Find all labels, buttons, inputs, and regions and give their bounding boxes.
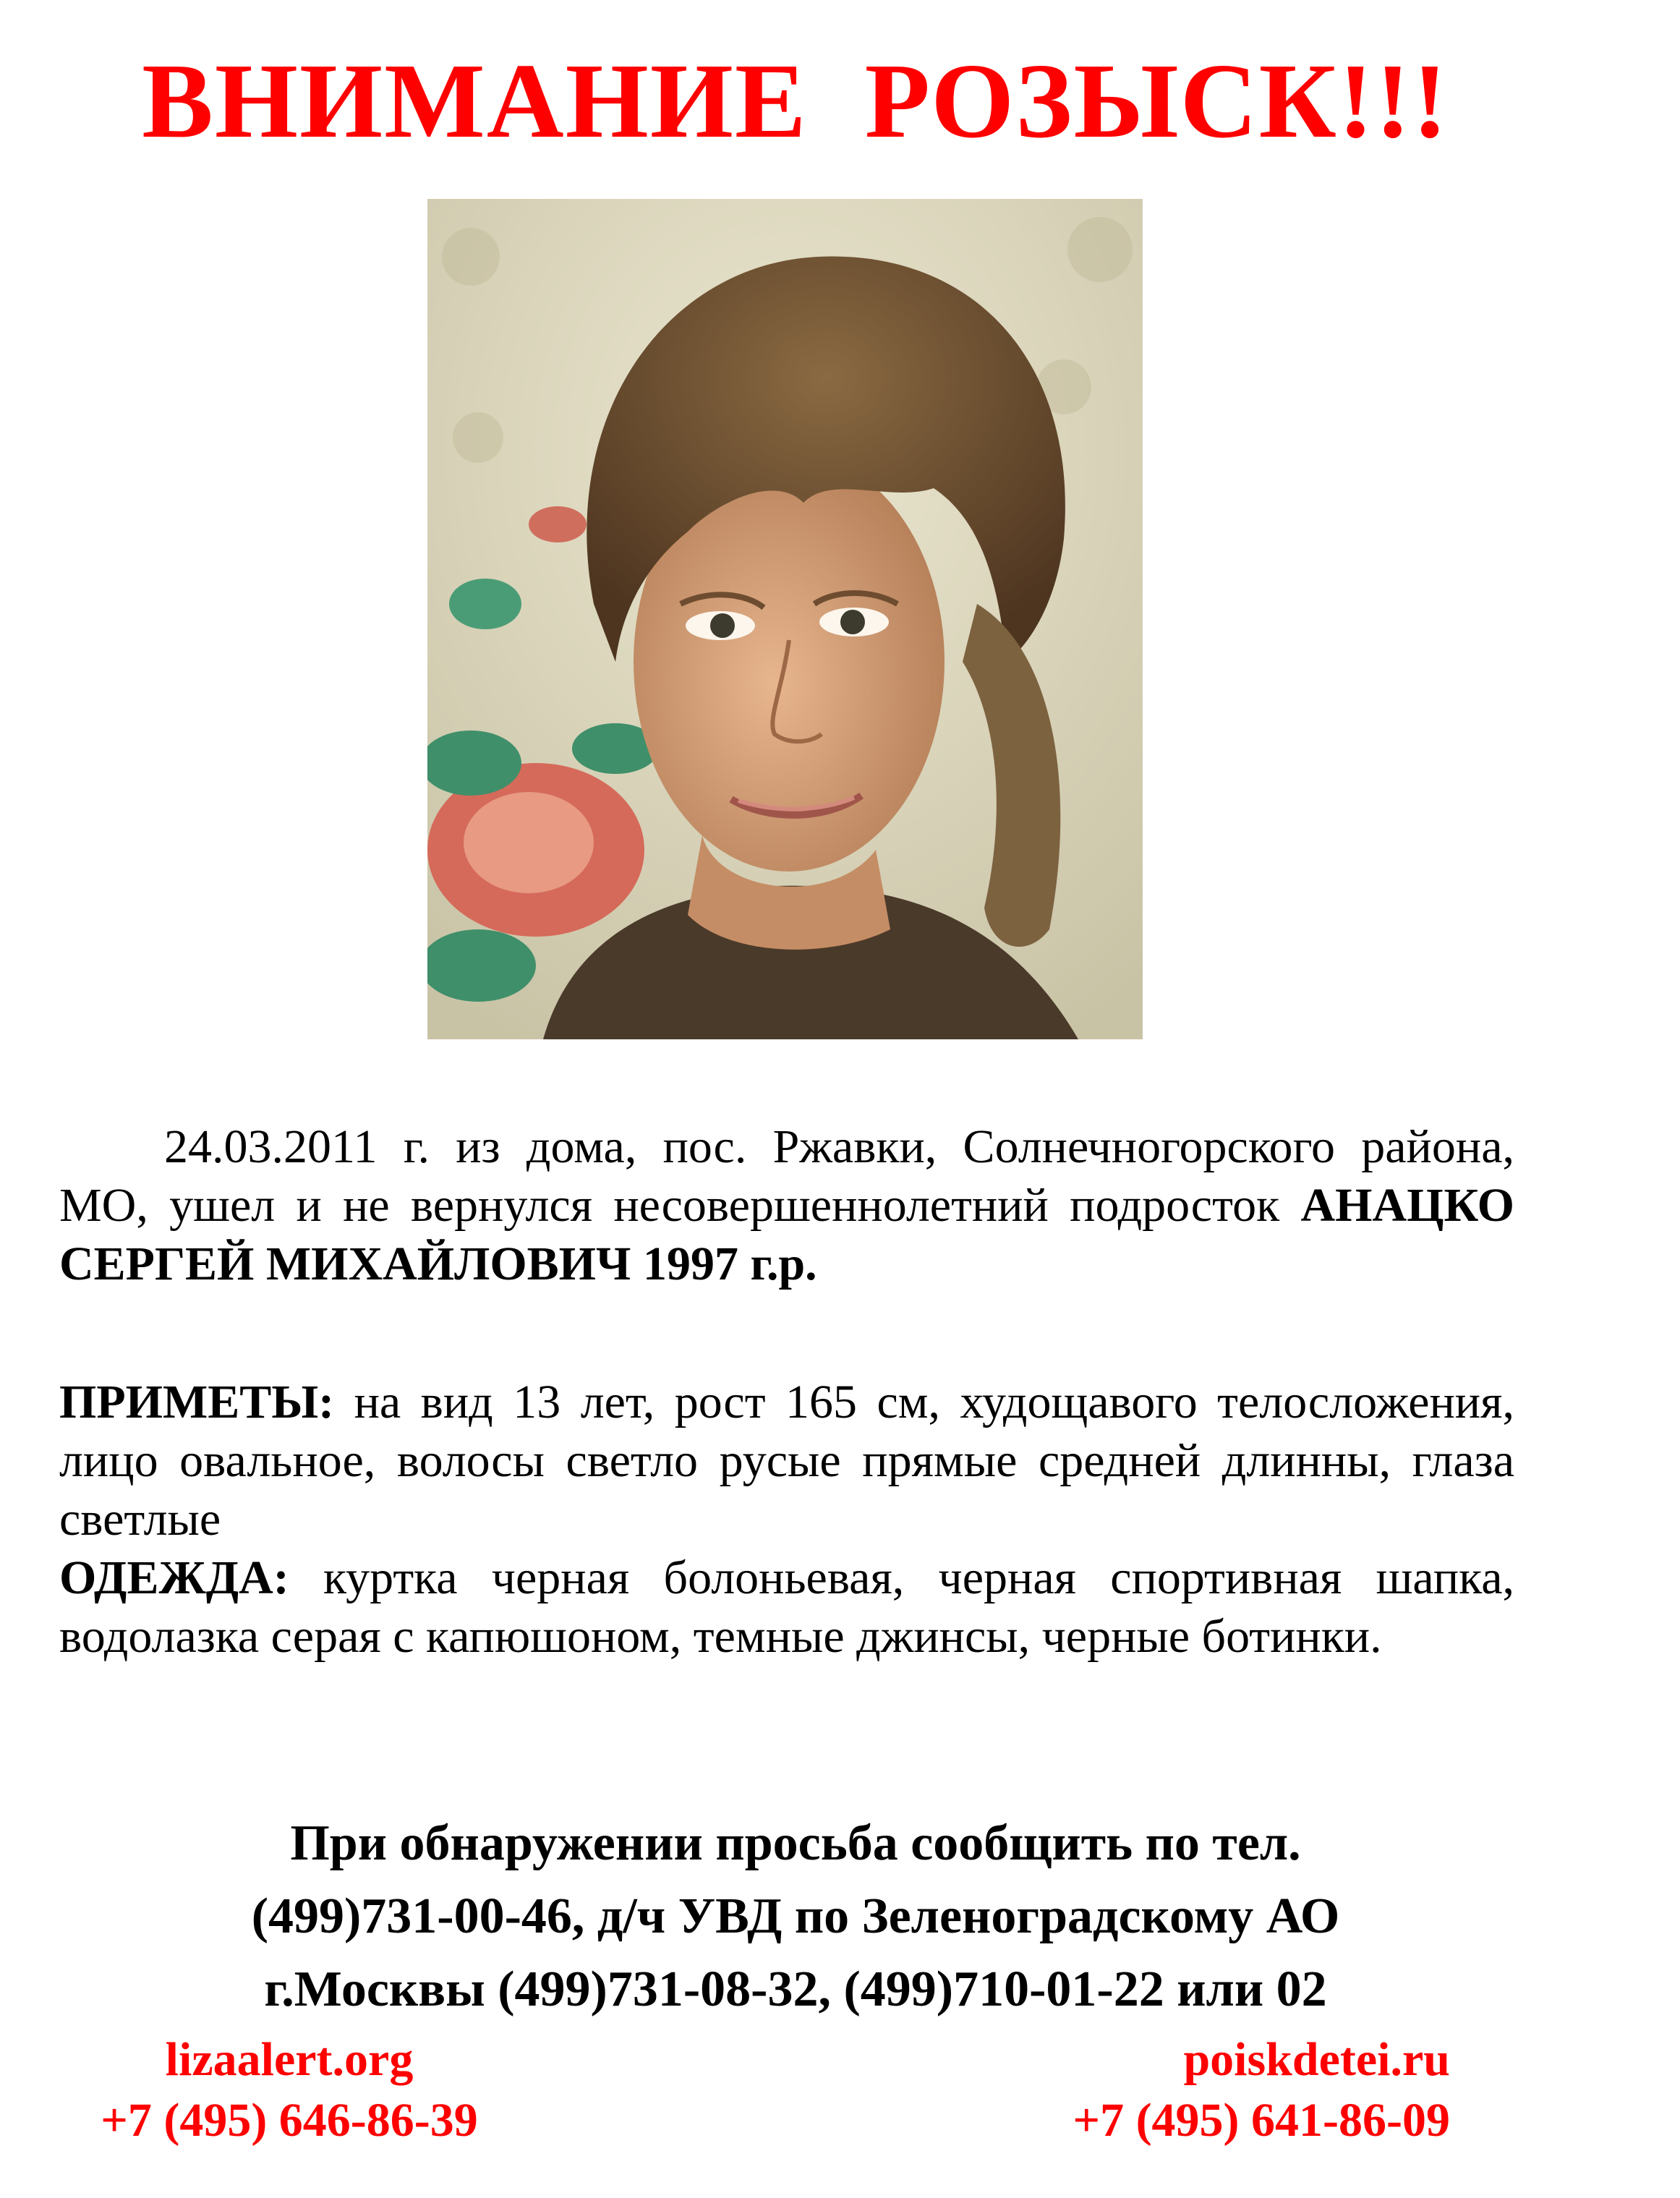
contact-line-1: При обнаружении просьба сообщить по тел. <box>290 1815 1301 1871</box>
missing-person-photo <box>427 199 1143 1039</box>
clothing-paragraph <box>59 1549 1514 1666</box>
description-block <box>59 1373 1514 1666</box>
poiskdetei-phone: +7 (495) 641-86-09 <box>1073 2094 1450 2147</box>
lizaalert-link[interactable]: lizaalert.org <box>165 2033 414 2086</box>
signs-paragraph <box>59 1373 1514 1549</box>
photo-of-missing-teen-icon <box>427 199 1143 1039</box>
poiskdetei-link[interactable]: poiskdetei.ru <box>1183 2033 1450 2086</box>
incident-paragraph <box>59 1117 1514 1293</box>
contact-line-2: (499)731-00-46, д/ч УВД по Зеленоградскому АО <box>251 1888 1340 1944</box>
footer-right <box>1002 2029 1450 2151</box>
clothing-text: куртка черная болоньевая, черная спортивная шапка, водолазка серая с капюшоном, темные джинсы, черные ботинки. <box>59 1551 1514 1663</box>
missing-person-name: АНАЦКО СЕРГЕЙ МИХАЙЛОВИЧ 1997 г.р. <box>59 1179 1514 1290</box>
contact-line-3: г.Москвы (499)731-08-32, (499)710-01-22 или 02 <box>264 1961 1327 2017</box>
incident-text: 24.03.2011 г. из дома, пос. Ржавки, Солнечногорского района, МО, ушел и не вернулся несовершеннолетний подросток <box>59 1120 1514 1232</box>
headline: ВНИМАНИЕ РОЗЫСК!!! <box>142 42 1449 161</box>
clothing-label: ОДЕЖДА: <box>59 1551 289 1604</box>
footer-left <box>72 2029 506 2151</box>
lizaalert-phone: +7 (495) 646-86-39 <box>101 2094 478 2147</box>
signs-text: на вид 13 лет, рост 165 см, худощавого телосложения, лицо овальное, волосы светло русые прямые средней длинны, глаза светлые <box>59 1376 1514 1546</box>
contact-block <box>0 1807 1591 2026</box>
signs-label: ПРИМЕТЫ: <box>59 1376 335 1428</box>
